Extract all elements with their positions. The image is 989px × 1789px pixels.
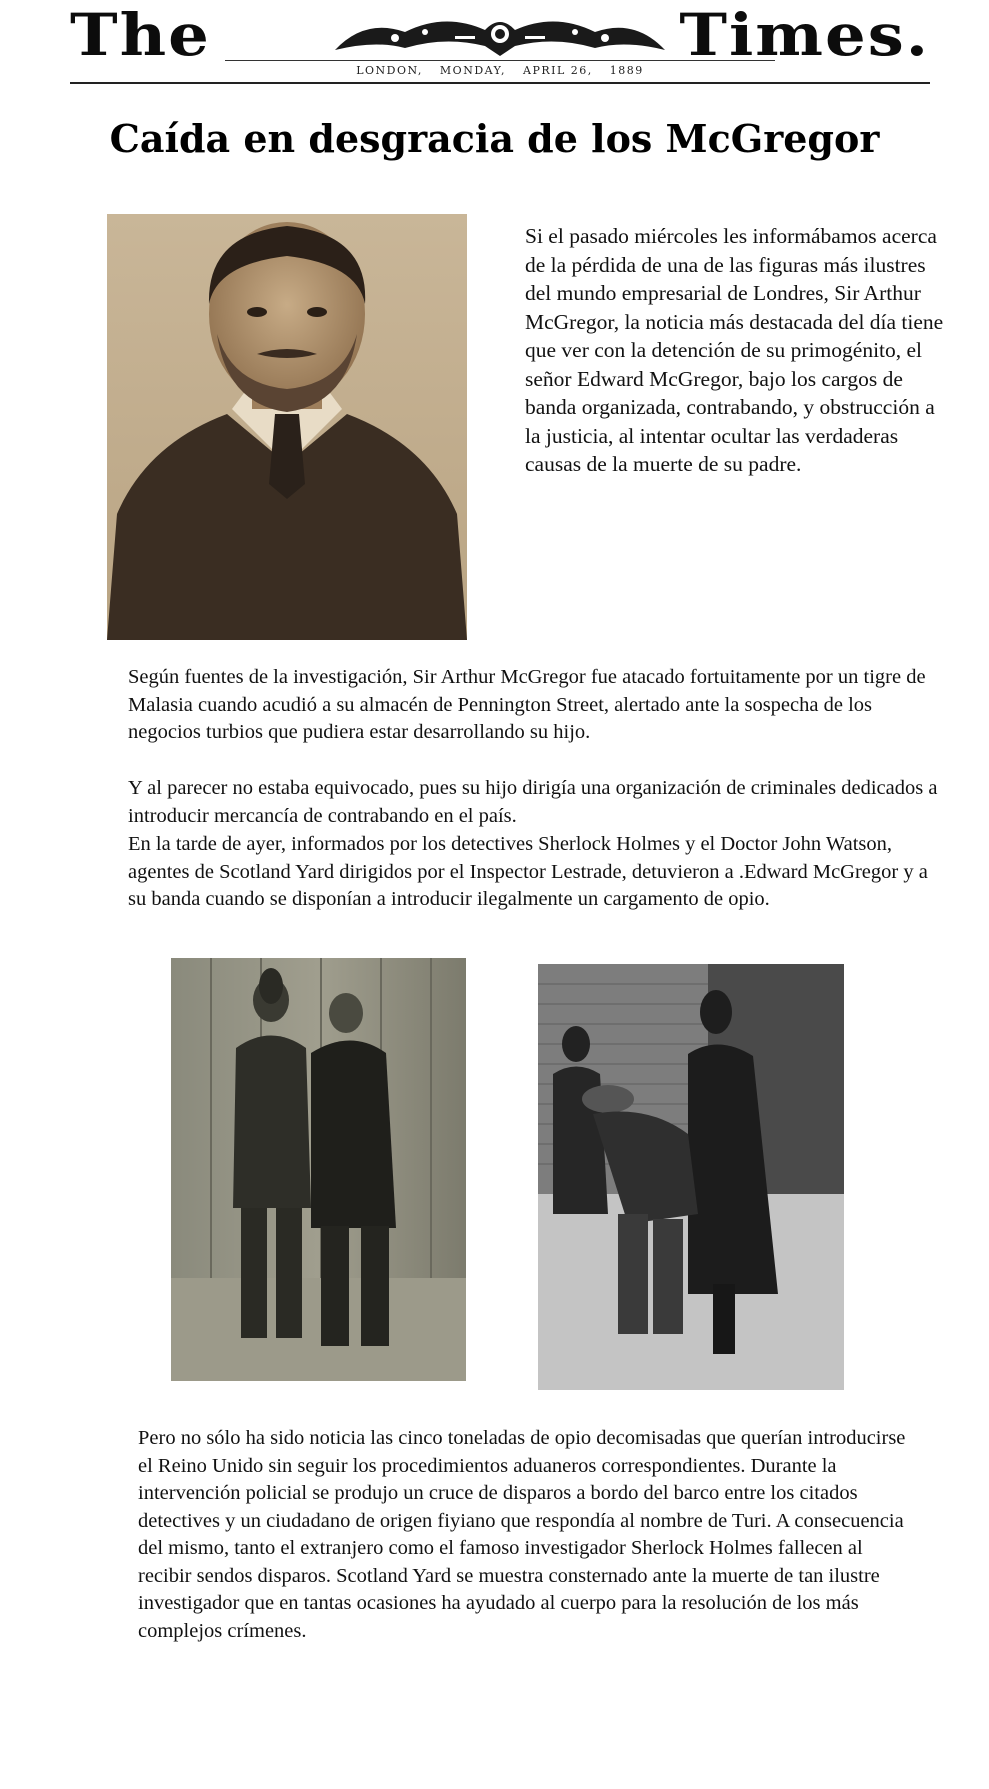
dateline-date: APRIL 26, (523, 64, 593, 77)
article-headline: Caída en desgracia de los McGregor (109, 116, 880, 161)
body-paragraph-smuggling: Y al parecer no estaba equivocado, pues su hijo dirigía una organización de criminales dedicados a introducir mercancía de contrabando en el país. (128, 777, 938, 827)
arrest-photo-right (538, 964, 844, 1390)
masthead (70, 1, 930, 84)
portrait-photo (107, 214, 467, 640)
body-paragraph-arrest: En la tarde de ayer, informados por los detectives Sherlock Holmes y el Doctor John Watson, agentes de Scotland Yard dirigidos por el Inspector Lestrade, detuvieron a .Edward McGregor y a su banda cuando se disponían a introducir ilegalmente un cargamento de opio. (128, 833, 928, 910)
dateline-year: 1889 (609, 64, 644, 77)
royal-crest-icon (325, 10, 675, 62)
masthead-title-right: Times. (679, 1, 930, 70)
dateline-weekday: MONDAY, (439, 64, 506, 77)
lead-paragraph: Si el pasado miércoles les informábamos acerca de la pérdida de una de las figuras más ilustres del mundo empresarial de Londres, Sir Arthur McGregor, la noticia más destacada del día tiene que ver con la detención de su primogénito, el señor Edward McGregor, bajo los cargos de banda organizada, contrabando, y obstrucción a la justicia, al intentar ocultar las verdaderas causas de la muerte de su padre. (525, 224, 944, 476)
masthead-title-left: The (70, 1, 211, 70)
body-paragraph-investigation: Según fuentes de la investigación, Sir Arthur McGregor fue atacado fortuitamente por un tigre de Malasia cuando acudió a su almacén de Pennington Street, alertado ante la sospecha de los negocios turbios que pudiera estar desarrollando su hijo. (128, 666, 926, 743)
masthead-dateline (225, 60, 775, 81)
dateline-city: LONDON, (356, 64, 423, 77)
body-paragraph-shooting: Pero no sólo ha sido noticia las cinco toneladas de opio decomisadas que querían introducirse el Reino Unido sin seguir los procedimientos aduaneros correspondientes. Durante la intervención policial se produjo un cruce de disparos a bordo del barco entre los citados detectives y un ciudadano de origen fiyiano que respondía al nombre de Turi. A consecuencia del mismo, tanto el extranjero como el famoso investigador Sherlock Holmes fallecen al recibir sendos disparos. Scotland Yard se muestra consternado ante la muerte de tan ilustre investigador que en tantas ocasiones ha ayudado al cuerpo para la resolución de los más complejos crímenes. (138, 1427, 906, 1642)
arrest-photo-left (171, 958, 466, 1381)
